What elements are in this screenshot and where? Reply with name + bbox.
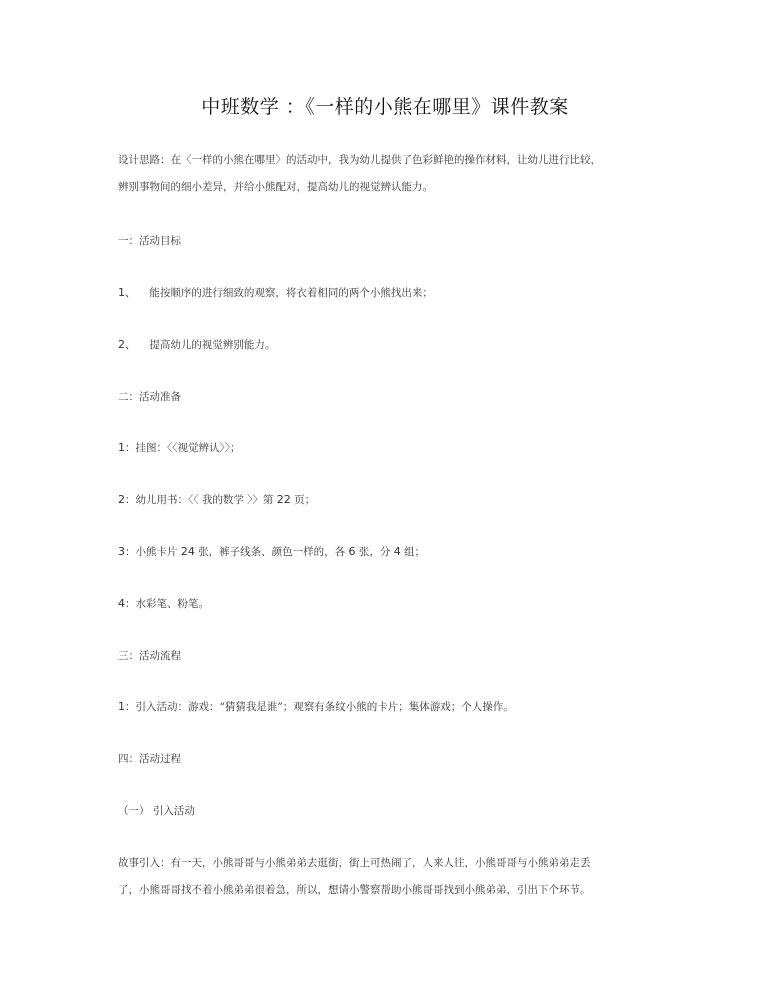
prep-item-4-text: ：水彩笔、粉笔。 [125, 598, 209, 610]
story-line-1: 故事引入：有一天，小熊哥哥与小熊弟弟去逛街，街上可热闹了，人来人往，小熊哥哥与小熊弟弟走丢 [118, 857, 591, 869]
goal-item-2-text: 提高幼儿的视觉辨别能力。 [149, 339, 276, 351]
prep-item-4 [118, 597, 658, 611]
subsection-heading-intro: （一） 引入活动 [118, 805, 195, 817]
prep-item-4-number: 4 [118, 597, 125, 610]
prep-item-1-number: 1 [118, 441, 125, 454]
design-idea-line-2: 辨别事物间的细小差异，并给小熊配对，提高幼儿的视觉辨认能力。 [118, 181, 433, 193]
prep-item-3-groups: 4 [393, 545, 401, 558]
prep-item-3-each: 6 [348, 545, 356, 558]
flow-item-1-number: 1 [118, 700, 125, 713]
prep-item-2-text-a: ：幼儿用书：〈〈 我的数学 〉〉第 [125, 494, 274, 506]
prep-item-3-text-a: ：小熊卡片 [125, 546, 178, 558]
prep-item-3-text-d: 组； [404, 546, 426, 558]
story-line-2: 了，小熊哥哥找不着小熊弟弟很着急，所以，想请小警察帮助小熊哥哥找到小熊弟弟，引出下个环节。 [118, 884, 591, 896]
prep-item-3 [118, 545, 658, 559]
prep-item-3-number: 3 [118, 545, 125, 558]
section-heading-preparation: 二：活动准备 [118, 391, 181, 403]
prep-item-1-text: ：挂图：〈〈视觉辨认〉〉； [125, 442, 241, 454]
prep-item-2-number: 2 [118, 493, 125, 506]
goal-item-2 [118, 338, 658, 352]
section-heading-process: 四：活动过程 [118, 753, 181, 765]
prep-item-3-count: 24 [180, 545, 195, 558]
prep-item-3-text-b: 张，裤子线条、颜色一样的，各 [198, 546, 346, 558]
goal-item-2-number: 2、 [118, 338, 136, 351]
flow-item-1 [118, 700, 658, 714]
goal-item-1-number: 1、 [118, 286, 136, 299]
prep-item-2-text-b: 页； [294, 494, 316, 506]
prep-item-1 [118, 441, 658, 455]
section-heading-goals: 一：活动目标 [118, 235, 181, 247]
flow-item-1-text: ：引入活动：游戏：“猜猜我是谁”；观察有条纹小熊的卡片；集体游戏；个人操作。 [125, 701, 514, 713]
goal-item-1 [118, 286, 658, 300]
goal-item-1-text: 能按顺序的进行细致的观察，将衣着相同的两个小熊找出来； [149, 287, 433, 299]
section-heading-flow: 三：活动流程 [118, 650, 181, 662]
prep-item-2-page: 22 [276, 493, 291, 506]
design-idea-line-1: 设计思路：在〈一样的小熊在哪里〉的活动中，我为幼儿提供了色彩鲜艳的操作材料，让幼儿进行比较， [118, 154, 601, 166]
prep-item-2 [118, 493, 658, 507]
prep-item-3-text-c: 张，分 [358, 546, 391, 558]
document-title: 中班数学 ：《一样的小熊在哪里》课件教案 [201, 96, 569, 118]
